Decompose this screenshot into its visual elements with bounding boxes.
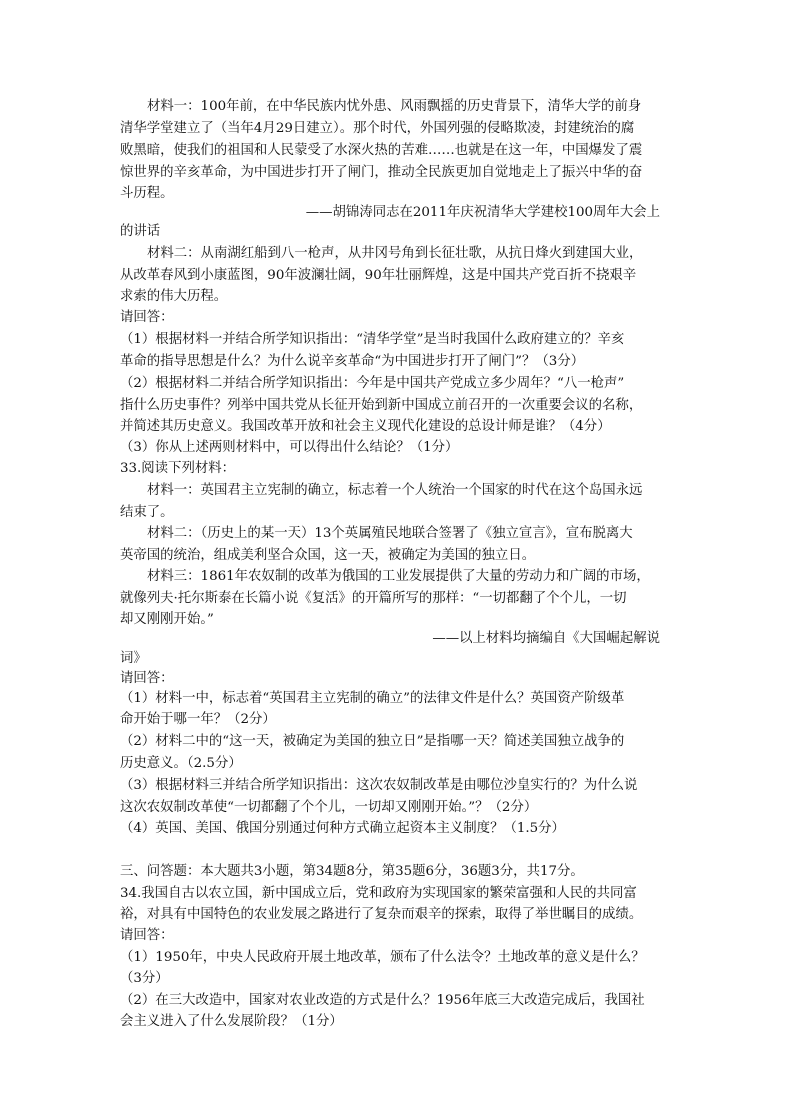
citation-line: ——以上材料均摘编自《大国崛起解说 xyxy=(432,631,660,646)
question-line: （4）英国、美国、俄国分别通过何种方式确立起资本主义制度？（1.5分） xyxy=(120,821,565,836)
question-line: （1）材料一中，标志着“英国君主立宪制的确立”的法律文件是什么？英国资产阶级革 xyxy=(120,691,625,706)
question-line: 革命的指导思想是什么？为什么说辛亥革命“为中国进步打开了闸门”？（3分） xyxy=(120,354,585,369)
text-line: 材料一：英国君主立宪制的确立，标志着一个人统治一个国家的时代在这个岛国永远 xyxy=(147,483,643,498)
question-line: （2）根据材料二并结合所学知识指出：今年是中国共产党成立多少周年？“八一枪声” xyxy=(120,376,625,391)
text-line: 材料一：100年前，在中华民族内忧外患、风雨飘摇的历史背景下，清华大学的前身 xyxy=(147,99,642,114)
text-line: 结束了。 xyxy=(120,505,174,520)
text-line: 裕，对具有中国特色的农业发展之路进行了复杂而艰辛的探索，取得了举世瞩目的成绩。 xyxy=(120,907,643,922)
text-line: 请回答： xyxy=(120,928,174,943)
text-line: 斗历程。 xyxy=(120,186,174,201)
text-line: 从改革春风到小康蓝图，90年波澜壮阔，90年壮丽辉煌，这是中国共产党百折不挠艰辛 xyxy=(120,268,637,283)
text-line: 求索的伟大历程。 xyxy=(120,289,228,304)
question-line: （2）材料二中的“这一天，被确定为美国的独立日”是指哪一天？简述美国独立战争的 xyxy=(120,734,625,749)
text-line: 材料三：1861年农奴制的改革为俄国的工业发展提供了大量的劳动力和广阔的市场， xyxy=(147,569,650,584)
question-line: （3）你从上述两则材料中，可以得出什么结论？（1分） xyxy=(120,440,459,455)
question-line: （2）在三大改造中，国家对农业改造的方式是什么？1956年底三大改造完成后，我国社 xyxy=(120,993,645,1008)
section-heading: 33.阅读下列材料： xyxy=(120,461,236,476)
question-line: （1）根据材料一并结合所学知识指出：“清华学堂”是当时我国什么政府建立的？辛亥 xyxy=(120,332,625,347)
text-line: 请回答： xyxy=(120,310,174,325)
citation-line: 的讲话 xyxy=(120,224,161,239)
question-line: 指什么历史事件？列举中国共党从长征开始到新中国成立前召开的一次重要会议的名称， xyxy=(120,398,643,413)
text-line: 34.我国自古以农立国，新中国成立后，党和政府为实现国家的繁荣富强和人民的共同富 xyxy=(120,886,637,901)
question-line: 命开始于哪一年？（2分） xyxy=(120,712,276,727)
text-line: 清华学堂建立了（当年4月29日建立）。那个时代，外国列强的侵略欺凌，封建统治的腐 xyxy=(120,121,635,136)
question-line: （3）根据材料三并结合所学知识指出：这次农奴制改革是由哪位沙皇实行的？为什么说 xyxy=(120,778,638,793)
question-line: 历史意义。（2.5分） xyxy=(120,756,242,771)
text-line: 就像列夫·托尔斯泰在长篇小说《复活》的开篇所写的那样：“一切都翻了个个儿，一切 xyxy=(120,591,627,606)
text-line: 英帝国的统治，组成美利坚合众国，这一天，被确定为美国的独立日。 xyxy=(120,548,536,563)
text-line: 材料二：（历史上的某一天）13个英属殖民地联合签署了《独立宣言》，宣布脱离大 xyxy=(147,526,633,541)
question-line: 会主义进入了什么发展阶段？（1分） xyxy=(120,1014,343,1029)
citation-line: 词》 xyxy=(120,651,147,666)
section-heading: 三、问答题：本大题共3小题，第34题8分，第35题6分，36题3分，共17分。 xyxy=(120,864,584,879)
question-line: 这次农奴制改革使“一切都翻了个个儿，一切却又刚刚开始。”？（2分） xyxy=(120,800,538,815)
text-line: 惊世界的辛亥革命，为中国进步打开了闸门，推动全民族更加自觉地走上了振兴中华的奋 xyxy=(120,165,643,180)
question-line: （1）1950年，中央人民政府开展土地改革，颁布了什么法令？土地改革的意义是什么？ xyxy=(120,950,645,965)
question-line: （3分） xyxy=(120,971,169,986)
text-line: 却又刚刚开始。” xyxy=(120,612,214,627)
question-line: 并简述其历史意义。我国改革开放和社会主义现代化建设的总设计师是谁？（4分） xyxy=(120,419,611,434)
text-line: 材料二：从南湖红船到八一枪声，从井冈号角到长征壮歌，从抗日烽火到建国大业， xyxy=(147,246,643,261)
text-line: 请回答： xyxy=(120,671,174,686)
text-line: 败黑暗，使我们的祖国和人民蒙受了水深火热的苦难……也就是在这一年，中国爆发了震 xyxy=(120,143,643,158)
citation-line: ——胡锦涛同志在2011年庆祝清华大学建校100周年大会上 xyxy=(305,205,660,220)
